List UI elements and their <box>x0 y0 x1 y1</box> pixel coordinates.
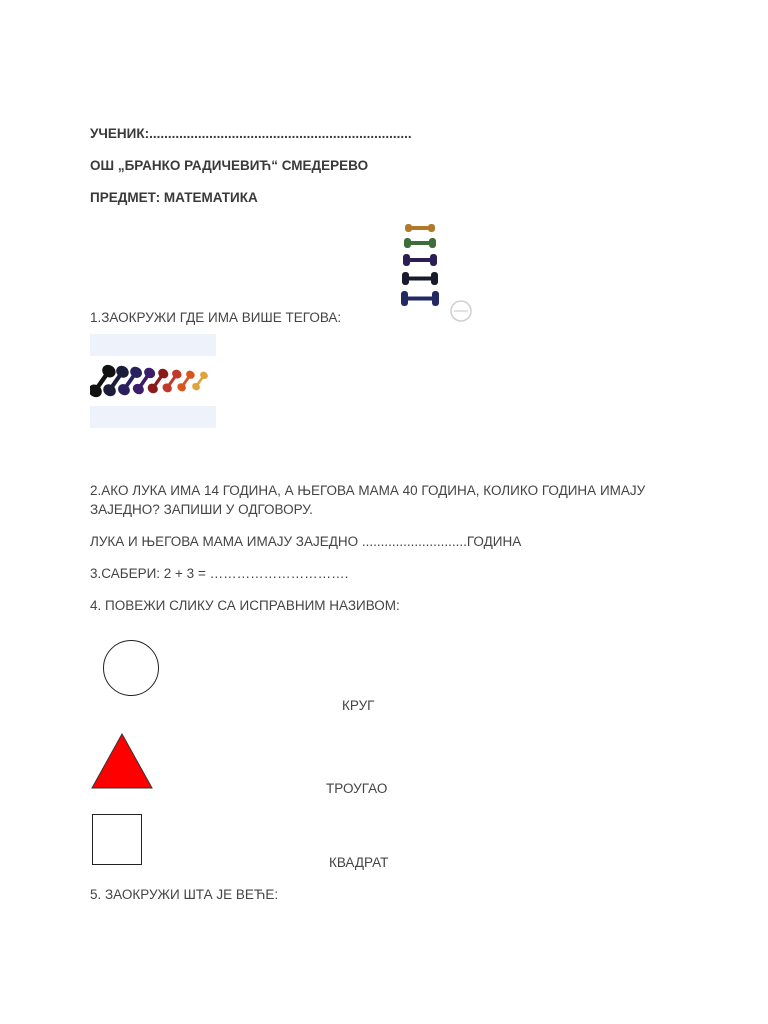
dumbbell-weight <box>428 224 435 232</box>
task5-question: 5. ЗАОКРУЖИ ШТА ЈЕ ВЕЋЕ: <box>90 887 279 902</box>
dumbbell-weight <box>429 238 436 248</box>
dumbbell-stack-icon <box>401 224 439 306</box>
dumbbell-weight <box>431 272 438 285</box>
task1-question: 1.ЗАОКРУЖИ ГДЕ ИМА ВИШЕ ТЕГОВА: <box>90 310 342 325</box>
label-triangle: ТРОУГАО <box>326 781 388 796</box>
dumbbell-row-image <box>90 334 216 428</box>
task2-question: 2.АКО ЛУКА ИМА 14 ГОДИНА, А ЊЕГОВА МАМА 40 ГОДИНА, КОЛИКО ГОДИНА ИМАЈУ ЗАЈЕДНО? ЗАПИШИ У ОДГОВОРУ. <box>90 483 646 517</box>
circle-shape-icon <box>103 640 159 696</box>
triangle-shape-icon <box>90 732 154 790</box>
dumbbell-weight <box>432 291 439 306</box>
student-name-line: УЧЕНИК:...................................................................... <box>90 126 412 141</box>
dumbbell-bar <box>408 241 432 245</box>
school-name: ОШ „БРАНКО РАДИЧЕВИЋ“ СМЕДЕРЕВО <box>90 158 369 173</box>
task4-question: 4. ПОВЕЖИ СЛИКУ СА ИСПРАВНИМ НАЗИВОМ: <box>90 598 400 613</box>
label-circle: КРУГ <box>342 698 375 713</box>
subject-line: ПРЕДМЕТ: МАТЕМАТИКА <box>90 190 258 205</box>
dumbbell-bar <box>406 277 434 281</box>
square-shape-icon <box>92 814 142 865</box>
dumbbell-weight <box>403 254 410 266</box>
task3-question: 3.САБЕРИ: 2 + 3 = …………………………. <box>90 566 349 581</box>
dumbbell-weight <box>404 238 411 248</box>
dumbbell-weight <box>430 254 437 266</box>
dumbbell-weight <box>401 291 408 306</box>
task2-answer-line: ЛУКА И ЊЕГОВА МАМА ИМАЈУ ЗАЈЕДНО ............................ГОДИНА <box>90 534 522 549</box>
dumbbell-bar <box>405 297 435 301</box>
dumbbell-stack-image <box>396 220 476 324</box>
dumbbell-bar <box>409 226 431 230</box>
dumbbell-weight <box>402 272 409 285</box>
dumbbell-bar <box>407 258 433 262</box>
dumbbell-weight <box>405 224 412 232</box>
dumbbell-row-icon <box>90 362 209 400</box>
label-square: КВАДРАТ <box>329 855 389 870</box>
